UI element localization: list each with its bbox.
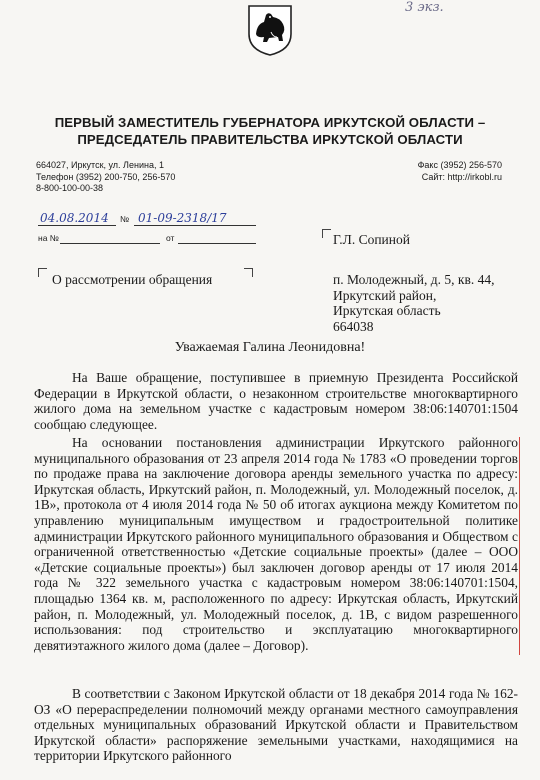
- sender-title-line2: ПРЕДСЕДАТЕЛЬ ПРАВИТЕЛЬСТВА ИРКУТСКОЙ ОБЛАСТИ: [77, 132, 463, 147]
- sender-title: [30, 114, 510, 148]
- sender-phone: Телефон (3952) 200-750, 256-570: [36, 171, 176, 182]
- margin-red-mark: [519, 437, 520, 655]
- number-line: [134, 225, 256, 226]
- recipient-bracket: [322, 229, 331, 238]
- sender-site: Сайт: http://irkobl.ru: [421, 171, 502, 182]
- reference-block: [38, 210, 288, 246]
- from-line: [178, 243, 256, 244]
- sender-hotline: 8-800-100-00-38: [36, 183, 104, 193]
- paragraph-3-text: В соответствии с Законом Иркутской области от 18 декабря 2014 года № 162-ОЗ «О перераспределении полномочий между органами местного самоуправления отдельных муниципальных образований Иркутской области и Правительством Иркутской области» распоряжение земельными участками, находящимися на территории Иркутского районного: [34, 686, 518, 764]
- from-label: от: [166, 233, 175, 243]
- body-paragraph-3: [34, 686, 518, 764]
- recipient-address-line2: Иркутский район,: [333, 287, 437, 303]
- sender-title-line1: ПЕРВЫЙ ЗАМЕСТИТЕЛЬ ГУБЕРНАТОРА ИРКУТСКОЙ ОБЛАСТИ –: [54, 115, 486, 130]
- date-line: [38, 225, 116, 226]
- recipient-address-line1: п. Молодежный, д. 5, кв. 44,: [333, 272, 495, 287]
- sender-address: 664027, Иркутск, ул. Ленина, 1: [36, 160, 164, 170]
- number-sign: №: [120, 214, 130, 224]
- recipient-address-line3: Иркутская область: [333, 303, 441, 318]
- letter-subject: О рассмотрении обращения: [52, 272, 213, 287]
- paragraph-2-text: На основании постановления администрации Иркутского районного муниципального образования от 23 апреля 2014 года № 1783 «О проведении торгов по продаже права на заключение договора аренды земельного участка по адресу: Иркутская область, Иркутский район, п. Молодежный, ул. Молодежный поселок, д. 1В», протокола от 4 июля 2014 года № 50 об итогах аукциона между Комитетом по управлению муниципальным имуществом и градостроительной политике администрации Иркутского районного муниципального образования и Обществом с ограниченной ответственностью «Детские социальные проекты» (далее – ООО «Детские социальные проекты») был заключен договор аренды от 17 июля 2014 года № 322 земельного участка с кадастровым номером 38:06:140701:1504, площадью 1364 кв. м, расположенного по адресу: Иркутская область, Иркутский район, п. Молодежный, ул. Молодежный поселок, д. 1В, с видом разрешенного использования: под строительство и эксплуатацию многоквартирного девятиэтажного жилого дома (далее – Договор).: [34, 435, 518, 653]
- recipient-postal-code: 664038: [333, 318, 374, 334]
- sender-fax: Факс (3952) 256-570: [417, 160, 502, 170]
- handwritten-note: 3 экз.: [405, 0, 444, 15]
- on-number-label: на №: [38, 233, 59, 243]
- body-paragraph-2: [34, 435, 518, 653]
- paragraph-1-text: На Ваше обращение, поступившее в приемную Президента Российской Федерации в Иркутской области, о незаконном строительстве многоквартирного жилого дома на земельном участке с кадастровым номером 38:06:140701:1504 сообщаю следующее.: [34, 370, 518, 432]
- contacts-left: [36, 160, 175, 195]
- letter-date: 04.08.2014: [40, 211, 109, 225]
- subject-bracket-left: [38, 268, 47, 277]
- subject-bracket-right: [244, 268, 253, 277]
- body-paragraph-1: [34, 370, 518, 432]
- recipient-address: [333, 272, 494, 334]
- on-number-line: [60, 243, 160, 244]
- letter-number: 01-09-2318/17: [138, 211, 227, 225]
- contacts-right: [418, 160, 502, 183]
- recipient-name: Г.Л. Сопиной: [333, 232, 410, 247]
- coat-of-arms-icon: [247, 4, 293, 56]
- salutation: Уважаемая Галина Леонидовна!: [174, 340, 366, 355]
